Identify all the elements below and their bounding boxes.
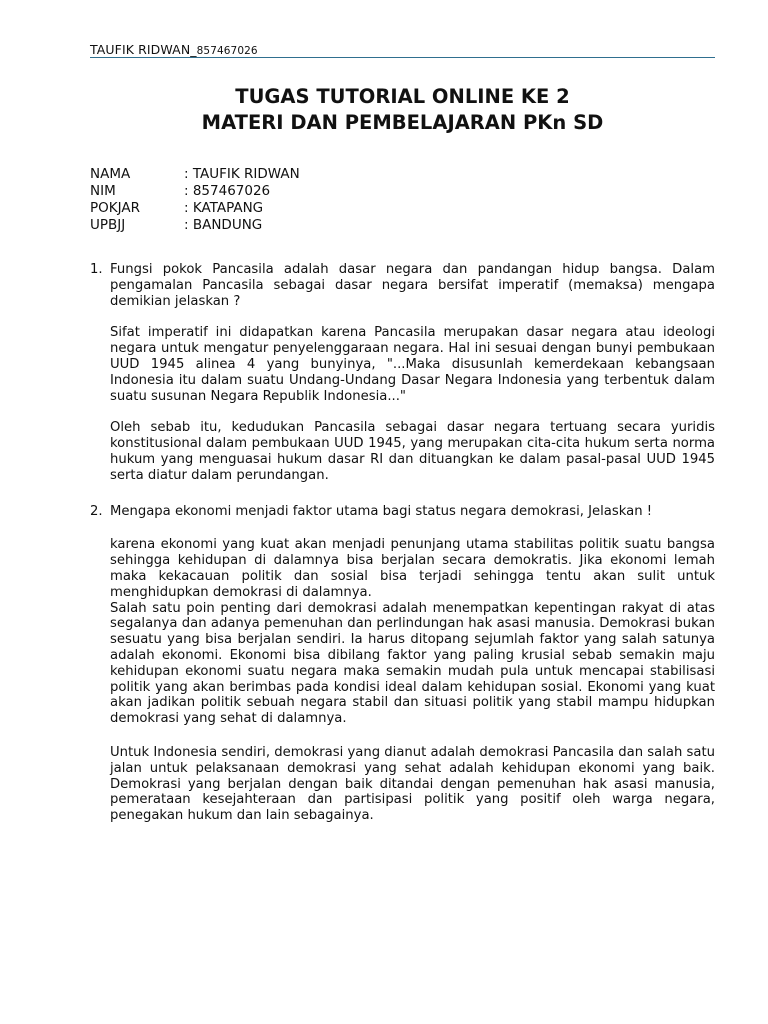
identity-value: : KATAPANG: [184, 200, 264, 216]
identity-row-nama: [90, 166, 300, 183]
question-list: [90, 262, 715, 824]
header-rule: [90, 57, 715, 58]
question-body: [110, 504, 715, 824]
header-name: TAUFIK RIDWAN_: [90, 42, 197, 57]
title-line-2: MATERI DAN PEMBELAJARAN PKn SD: [201, 111, 604, 134]
identity-label: POKJAR: [90, 200, 140, 216]
answer-paragraph: Sifat imperatif ini didapatkan karena Pancasila merupakan dasar negara atau ideologi negara untuk mengatur penyelenggaraan negara. Hal ini sesuai dengan bunyi pembukaan UUD 1945 alinea 4 yang bunyinya, "...Maka disusunlah kemerdekaan kebangsaan Indonesia itu dalam suatu Undang-Undang Dasar Negara Indonesia yang terbentuk dalam suatu susunan Negara Republik Indonesia...": [110, 325, 715, 404]
question-number: 2.: [90, 503, 103, 519]
identity-row-upbjj: [90, 217, 300, 234]
identity-value: : TAUFIK RIDWAN: [184, 166, 300, 182]
identity-label: UPBJJ: [90, 217, 126, 233]
identity-label: NIM: [90, 183, 116, 199]
question-body: [110, 262, 715, 484]
question-number: 1.: [90, 262, 103, 277]
title-line-1: TUGAS TUTORIAL ONLINE KE 2: [235, 85, 570, 108]
answer-paragraph: Oleh sebab itu, kedudukan Pancasila sebagai dasar negara tertuang secara yuridis konstitusional dalam pembukaan UUD 1945, yang merupakan cita-cita hukum serta norma hukum yang menguasai hukum dasar RI dan dituangkan ke dalam pasal-pasal UUD 1945 serta diatur dalam perundangan.: [110, 420, 715, 483]
document-title: [90, 84, 715, 136]
answer-paragraph: Untuk Indonesia sendiri, demokrasi yang dianut adalah demokrasi Pancasila dan salah satu jalan untuk pelaksanaan demokrasi yang sehat adalah kehidupan ekonomi yang baik. Demokrasi yang berjalan dengan baik ditandai dengan pemenuhan hak asasi manusia, pemerataan kesejahteraan dan partisipasi politik yang positif oleh warga negara, penegakan hukum dan lain sebagainya.: [110, 744, 715, 824]
identity-block: [90, 166, 300, 234]
page-header: [90, 42, 715, 57]
identity-value: : 857467026: [184, 183, 271, 199]
question-item-2: [90, 504, 715, 824]
answer-paragraph: karena ekonomi yang kuat akan menjadi penunjang utama stabilitas politik suatu bangsa sehingga kehidupan di dalamnya bisa berjalan secara demokratis. Jika ekonomi lemah maka kekacauan politik dan sosial bisa terjadi sehingga tentu akan sulit untuk menghidupkan demokrasi di dalamnya.: [110, 537, 715, 600]
identity-value: : BANDUNG: [184, 217, 263, 233]
identity-row-nim: [90, 183, 300, 200]
question-text: Mengapa ekonomi menjadi faktor utama bagi status negara demokrasi, Jelaskan !: [110, 503, 653, 519]
header-nim: 857467026: [196, 45, 258, 57]
answer-paragraph: Salah satu poin penting dari demokrasi adalah menempatkan kepentingan rakyat di atas segalanya dan adanya pemenuhan dan perlindungan hak asasi manusia. Demokrasi bukan sesuatu yang bisa berjalan sendiri. Ia harus ditopang sejumlah faktor yang salah satunya adalah ekonomi. Ekonomi bisa dibilang faktor yang paling krusial sebab semakin maju kehidupan ekonomi suatu negara maka semakin mudah pula untuk mencapai stabilisasi politik yang akan berimbas pada kondisi ideal dalam kehidupan sosial. Ekonomi yang kuat akan jadikan politik sebuah negara stabil dan situasi politik yang stabil mampu hidupkan demokrasi yang sehat di dalamnya.: [110, 600, 715, 727]
identity-label: NAMA: [90, 166, 131, 182]
identity-row-pokjar: [90, 200, 300, 217]
question-text: Fungsi pokok Pancasila adalah dasar negara dan pandangan hidup bangsa. Dalam pengamalan Pancasila sebagai dasar negara bersifat imperatif (memaksa) mengapa demikian jelaskan ?: [110, 262, 715, 309]
question-item-1: [90, 262, 715, 484]
